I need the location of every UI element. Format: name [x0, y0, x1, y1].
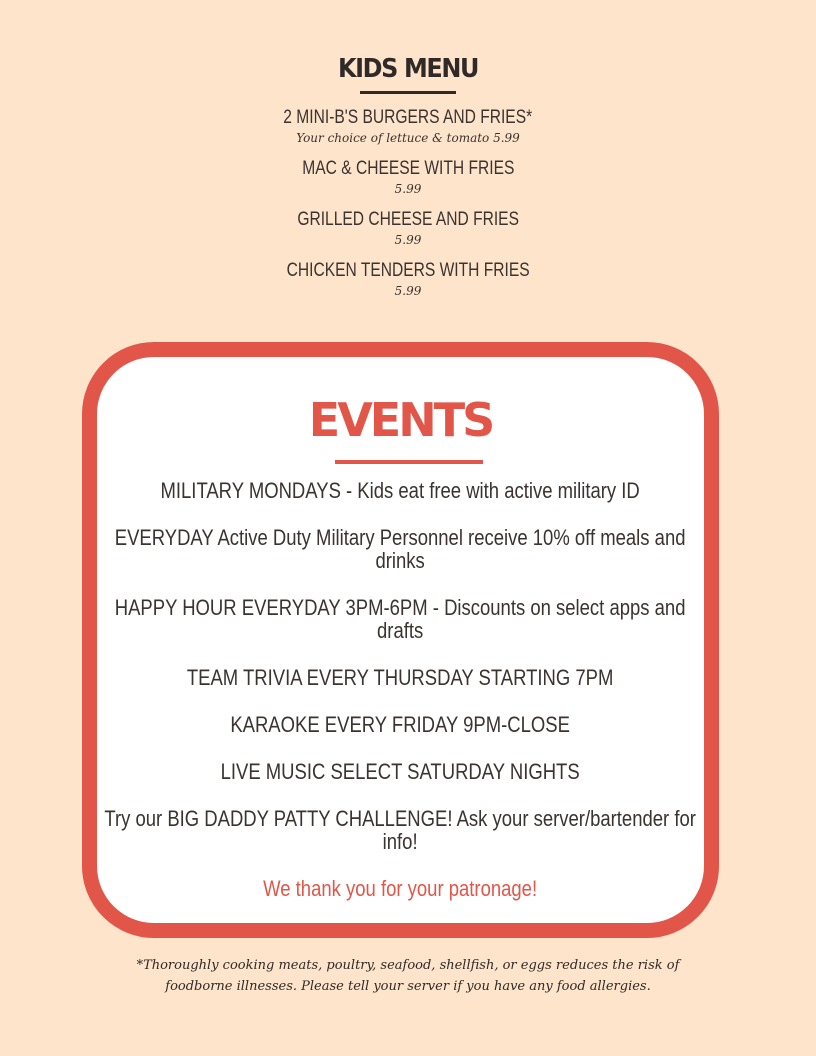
kids-menu-title: KIDS MENU	[337, 54, 479, 84]
events-divider	[335, 460, 483, 464]
menu-item-price: 5.99	[394, 233, 422, 247]
menu-item	[0, 259, 816, 299]
kids-menu-items	[0, 106, 816, 299]
menu-item-name: CHICKEN TENDERS WITH FRIES	[286, 260, 530, 281]
menu-item	[0, 208, 816, 248]
disclaimer-line: foodborne illnesses. Please tell your server if you have any food allergies.	[165, 979, 651, 994]
events-title: EVENTS	[308, 393, 493, 447]
menu-item-name: MAC & CHEESE WITH FRIES	[301, 158, 515, 179]
event-item: Try our BIG DADDY PATTY CHALLENGE! Ask your server/bartender for info!	[104, 806, 697, 854]
kids-menu-divider	[360, 91, 456, 94]
menu-item-description: Your choice of lettuce & tomato 5.99	[296, 131, 520, 145]
event-item: EVERYDAY Active Duty Military Personnel receive 10% off meals and drinks	[115, 525, 686, 573]
menu-item-name: GRILLED CHEESE AND FRIES	[297, 209, 519, 230]
menu-item-name: 2 MINI-B'S BURGERS AND FRIES*	[283, 107, 533, 128]
event-item: TEAM TRIVIA EVERY THURSDAY STARTING 7PM	[187, 665, 614, 690]
event-item: HAPPY HOUR EVERYDAY 3PM-6PM - Discounts on select apps and drafts	[115, 595, 686, 643]
menu-item-price: 5.99	[394, 182, 422, 196]
event-item: KARAOKE EVERY FRIDAY 9PM-CLOSE	[230, 712, 571, 737]
thank-you-message: We thank you for your patronage!	[263, 876, 538, 901]
events-list	[97, 479, 704, 924]
kids-menu-section	[0, 52, 816, 310]
event-item: MILITARY MONDAYS - Kids eat free with active military ID	[160, 478, 641, 503]
menu-item-price: 5.99	[394, 284, 422, 298]
events-panel	[82, 342, 719, 938]
allergy-disclaimer	[0, 955, 816, 997]
menu-item	[0, 157, 816, 197]
disclaimer-line: *Thoroughly cooking meats, poultry, seafood, shellfish, or eggs reduces the risk of	[136, 958, 680, 973]
event-item: LIVE MUSIC SELECT SATURDAY NIGHTS	[220, 759, 581, 784]
menu-item	[0, 106, 816, 146]
